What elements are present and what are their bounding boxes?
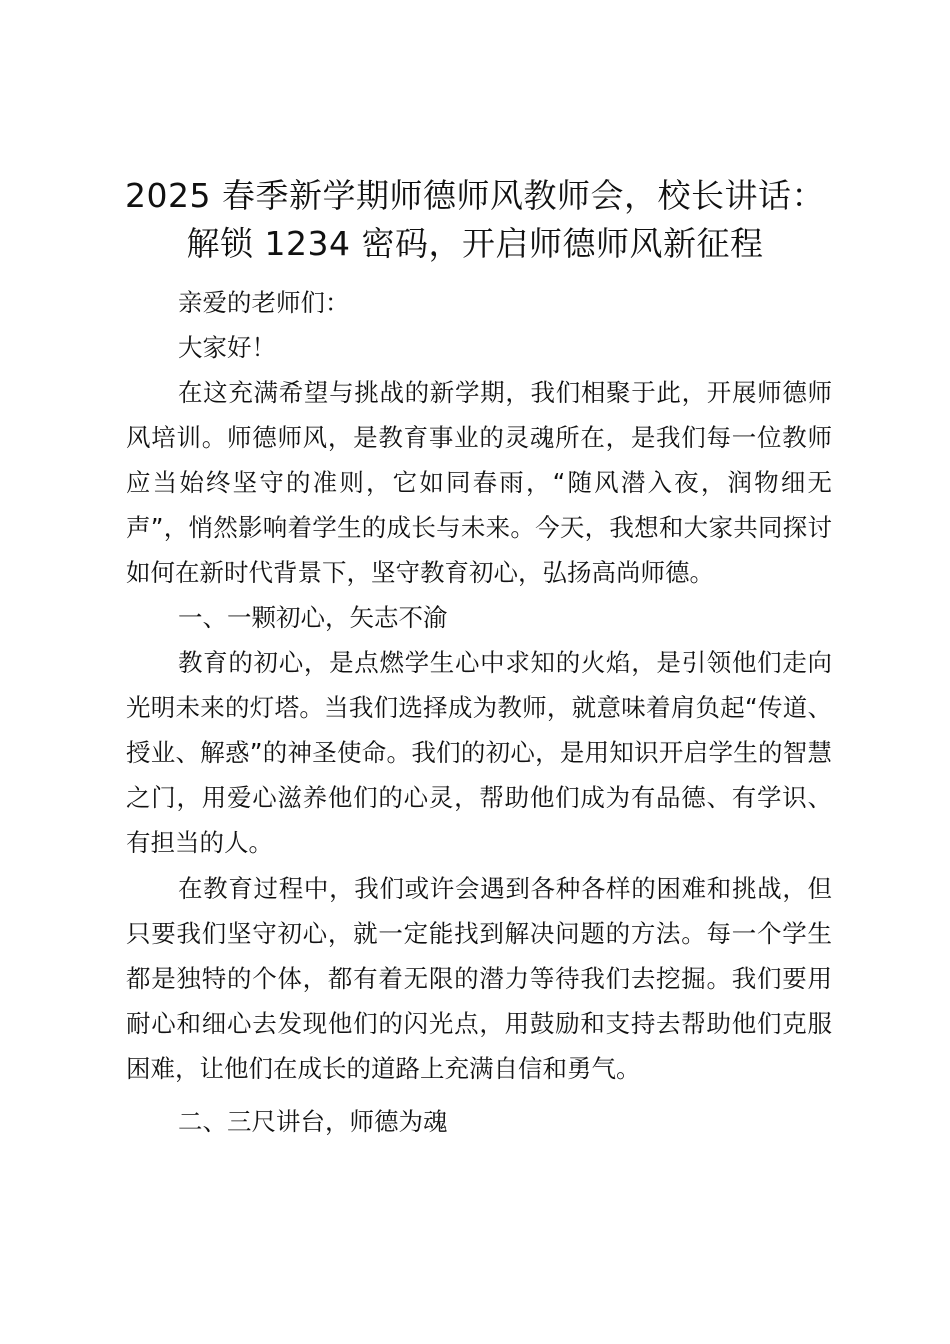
title-line-1: 2025 春季新学期师德师风教师会，校长讲话： (125, 176, 825, 215)
salutation: 亲爱的老师们： (178, 288, 350, 317)
section-heading-2: 二、三尺讲台，师德为魂 (178, 1107, 448, 1136)
paragraph-section1-1: 教育的初心，是点燃学生心中求知的火焰，是引领他们走向光明未来的灯塔。当我们选择成为教师，就意味着肩负起“传道、授业、解惑”的神圣使命。我们的初心，是用知识开启学生的智慧之门，用爱心滋养他们的心灵，帮助他们成为有品德、有学识、有担当的人。 (126, 648, 832, 857)
document-body (126, 280, 832, 1144)
paragraph-section1-2: 在教育过程中，我们或许会遇到各种各样的困难和挑战，但只要我们坚守初心，就一定能找到解决问题的方法。每一个学生都是独特的个体，都有着无限的潜力等待我们去挖掘。我们要用耐心和细心去发现他们的闪光点，用鼓励和支持去帮助他们克服困难，让他们在成长的道路上充满自信和勇气。 (126, 874, 832, 1083)
title-line-2: 解锁 1234 密码，开启师德师风新征程 (186, 224, 764, 263)
paragraph-intro: 在这充满希望与挑战的新学期，我们相聚于此，开展师德师风培训。师德师风，是教育事业的灵魂所在，是我们每一位教师应当始终坚守的准则，它如同春雨，“随风潜入夜，润物细无声”，悄然影响着学生的成长与未来。今天，我想和大家共同探讨如何在新时代背景下，坚守教育初心，弘扬高尚师德。 (126, 378, 832, 587)
section-heading-1: 一、一颗初心，矢志不渝 (178, 603, 448, 632)
greeting: 大家好！ (178, 333, 276, 362)
document-title (100, 172, 850, 268)
